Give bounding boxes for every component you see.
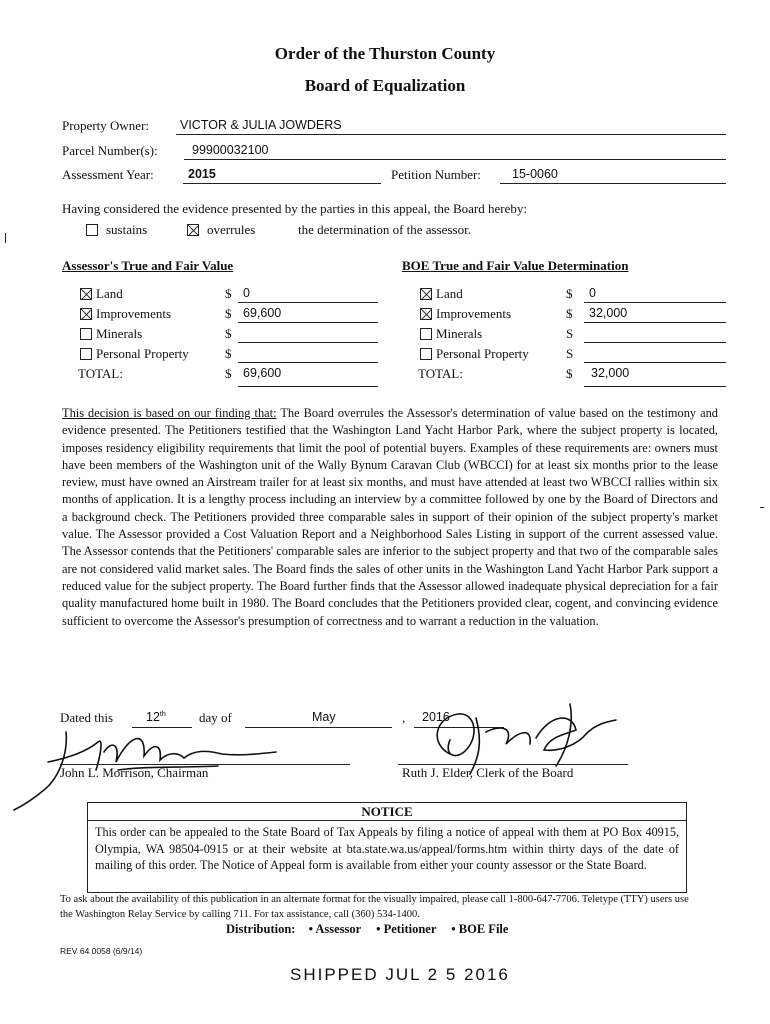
owner-value: VICTOR & JULIA JOWDERS — [180, 118, 342, 132]
boe-underline-2 — [584, 342, 726, 343]
assessor-currency-3: $ — [225, 346, 232, 361]
assessor-total-underline — [238, 386, 378, 387]
boe-label-0: Land — [436, 286, 463, 301]
dated-year: 2016 — [422, 710, 450, 724]
distribution-assessor: • Assessor — [308, 922, 361, 936]
boe-checkbox-0[interactable] — [420, 288, 432, 300]
assessor-label-3: Personal Property — [96, 346, 189, 361]
assessor-value-1: 69,600 — [243, 306, 282, 320]
parcel-value: 99900032100 — [192, 143, 269, 157]
decision-body: The Board overrules the Assessor's determination of value based on the testimony and evidence presented. The Petitioners testified that the Washington Land Yacht Harbor Park, where the subject property is located, imposes residency eligibility requirements that limit the pool of potential buyers. Examples of these requirements are: owners must have been members of the Washington unit of the Wally Bynum Caravan Club (WBCCI) for at least six months prior to the lease review, must have owned an Airstream trailer for at least six months, and must have attended at least two WBCCI rallies within six months of application. It is a lengthy process including an interview by a committee followed by one by the Board of Directors and a background check. The Petitioners provided three comparable sales in support of their opinion of the subject property's market value. The Assessor provided a Cost Valuation Report and a Neighborhood Sales Listing in support of the current assessed value. The Assessor contends that the Petitioners' comparable sales are inferior to the subject property and that two of the comparable sales are not considered valid market sales. The Board finds the sales of other units in the Washington Land Yacht Harbor Park support a reduced value for the subject property. The Board further finds that the Assessor allowed inadequate physical depreciation for a fair quality manufactured home built in 1980. The Board concludes that the Petitioners provided clear, cogent, and convincing evidence sufficient to overcome the Assessor's presumption of correctness and to warrant a reduction in the valuation. — [62, 406, 719, 628]
boe-checkbox-1[interactable] — [420, 308, 432, 320]
assessor-currency-1: $ — [225, 306, 232, 321]
margin-mark — [5, 233, 6, 243]
margin-dash — [760, 507, 764, 508]
parcel-underline — [184, 159, 726, 160]
dated-month: May — [312, 710, 336, 724]
distribution-petitioner: • Petitioner — [376, 922, 437, 936]
boe-currency-0: $ — [566, 286, 573, 301]
assessor-checkbox-2[interactable] — [80, 328, 92, 340]
year-value: 2015 — [188, 167, 216, 181]
assessor-value-0: 0 — [243, 286, 250, 300]
assessor-heading: Assessor's True and Fair Value — [62, 258, 234, 273]
accessibility-text: To ask about the availability of this publication in an alternate format for the visually impaired, please call 1-800-647-7706. Teletype (TTY) users use the Washington Relay Service by calling 711. For tax assistance, call (360) 534-1400. — [60, 894, 689, 920]
year-underline — [183, 183, 381, 184]
decision-lead: This decision is based on our finding that: — [62, 406, 277, 420]
assessor-underline-1 — [238, 322, 378, 323]
assessor-total-currency: $ — [225, 366, 232, 381]
petition-label: Petition Number: — [391, 167, 481, 182]
assessor-underline-0 — [238, 302, 378, 303]
boe-currency-2: S — [566, 326, 574, 341]
boe-value-1: 32,000 — [589, 306, 628, 320]
distribution — [226, 922, 508, 937]
year-label: Assessment Year: — [62, 167, 154, 182]
assessor-checkbox-1[interactable] — [80, 308, 92, 320]
assessor-currency-2: $ — [225, 326, 232, 341]
owner-label: Property Owner: — [62, 118, 150, 133]
clerk-name: Ruth J. Elder, Clerk of the Board — [402, 765, 574, 780]
boe-heading: BOE True and Fair Value Determination — [402, 258, 629, 273]
overrules-label: overrules — [207, 222, 256, 237]
title-line-2: Board of Equalization — [304, 76, 466, 95]
boe-label-3: Personal Property — [436, 346, 529, 361]
parcel-label: Parcel Number(s): — [62, 143, 158, 158]
distribution-boe-file: • BOE File — [451, 922, 509, 936]
boe-checkbox-3[interactable] — [420, 348, 432, 360]
owner-underline — [176, 134, 726, 135]
assessor-label-0: Land — [96, 286, 123, 301]
assessor-checkbox-0[interactable] — [80, 288, 92, 300]
boe-label-2: Minerals — [436, 326, 483, 341]
dated-day-of: day of — [199, 710, 232, 725]
boe-total-underline — [584, 386, 726, 387]
petition-underline — [500, 183, 726, 184]
shipped-stamp: SHIPPED JUL 2 5 2016 — [290, 965, 510, 984]
assessor-underline-3 — [238, 362, 378, 363]
assessor-label-2: Minerals — [96, 326, 143, 341]
boe-underline-0 — [584, 302, 726, 303]
boe-total-label: TOTAL: — [418, 366, 463, 381]
sustains-label: sustains — [106, 222, 148, 237]
determination-intro: Having considered the evidence presented by the parties in this appeal, the Board hereby: — [62, 201, 527, 216]
sustains-checkbox[interactable] — [86, 224, 98, 236]
assessor-underline-2 — [238, 342, 378, 343]
boe-value-0: 0 — [589, 286, 596, 300]
notice-heading: NOTICE — [88, 803, 686, 821]
boe-underline-3 — [584, 362, 726, 363]
revision-code: REV 64 0058 (6/9/14) — [60, 946, 143, 956]
title-line-1: Order of the Thurston County — [274, 44, 496, 63]
assessor-checkbox-3[interactable] — [80, 348, 92, 360]
boe-currency-3: S — [566, 346, 574, 361]
notice-box — [87, 802, 687, 893]
boe-total-currency: $ — [566, 366, 573, 381]
notice-body: This order can be appealed to the State Board of Tax Appeals by filing a notice of appeal with them at PO Box 40915, Olympia, WA 98504-0915 or at their website at bta.state.wa.us/appeal/forms.htm within thirty days of the date of mailing of this order. The Notice of Appeal form is available from either your county assessor or the State Board. — [95, 825, 679, 873]
assessor-total-label: TOTAL: — [78, 366, 123, 381]
dated-comma: , — [402, 710, 406, 725]
chairman-name: John L. Morrison, Chairman — [60, 765, 209, 780]
dated-day: 12th — [146, 710, 166, 724]
assessor-label-1: Improvements — [96, 306, 172, 321]
boe-checkbox-2[interactable] — [420, 328, 432, 340]
boe-total-value: 32,000 — [591, 366, 630, 380]
assessor-currency-0: $ — [225, 286, 232, 301]
decision-paragraph — [62, 405, 718, 630]
distribution-label: Distribution: — [226, 922, 296, 936]
boe-label-1: Improvements — [436, 306, 512, 321]
dated-prefix: Dated this — [60, 710, 114, 725]
boe-currency-1: $ — [566, 306, 573, 321]
assessor-total-value: 69,600 — [243, 366, 282, 380]
determination-suffix: the determination of the assessor. — [298, 222, 471, 237]
boe-underline-1 — [584, 322, 726, 323]
petition-value: 15-0060 — [512, 167, 558, 181]
overrules-checkbox[interactable] — [187, 224, 199, 236]
